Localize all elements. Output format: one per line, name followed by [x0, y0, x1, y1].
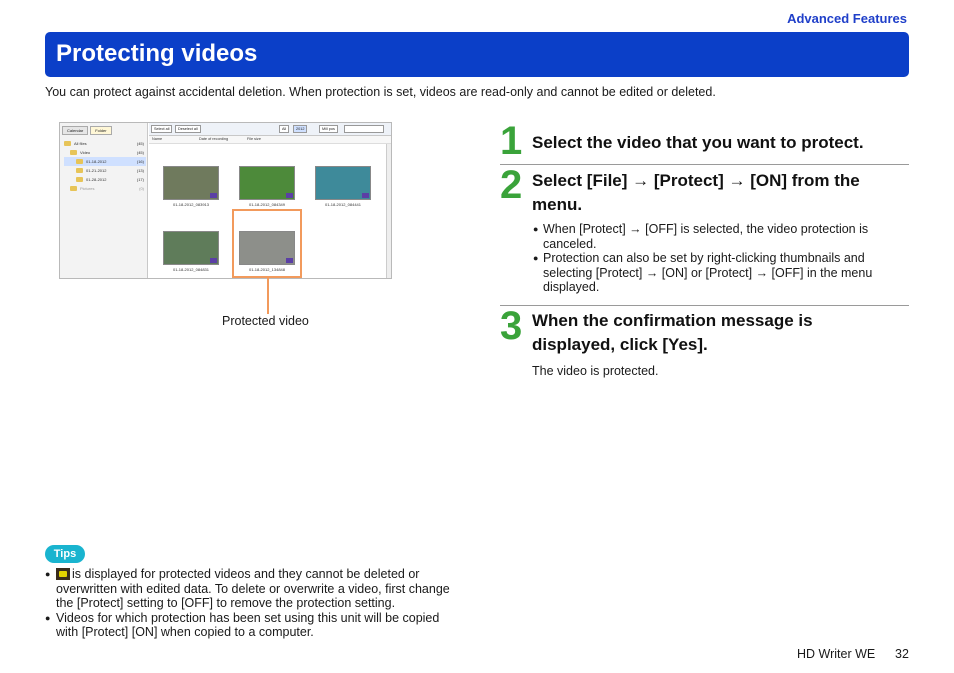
thumbnail-caption: 01-18-2012_084441	[324, 202, 362, 207]
toolbar	[149, 123, 392, 136]
step-title: Select the video that you want to protect.	[532, 133, 864, 152]
folder-icon	[76, 168, 83, 173]
video-thumbnail[interactable]	[163, 166, 219, 200]
callout-caption: Protected video	[222, 314, 309, 328]
list-item: ● When [Protect] → [OFF] is selected, the video protection is canceled.	[533, 222, 893, 251]
step-number: 2	[500, 163, 523, 207]
scrollbar[interactable]	[386, 144, 391, 279]
video-thumbnail[interactable]	[239, 166, 295, 200]
divider	[500, 164, 909, 165]
step-bullets	[533, 222, 893, 295]
step-title	[532, 309, 813, 357]
tree-item-label: 01-21-2012	[86, 168, 107, 173]
step-note: The video is protected.	[532, 364, 659, 378]
tree-item-count: (16)	[136, 159, 144, 164]
step-title-line: Select [File] → [Protect] → [ON] from the	[532, 171, 860, 190]
folder-icon	[70, 150, 77, 155]
tab-folder[interactable]: Folder	[90, 126, 111, 135]
step-title-line: When the confirmation message is	[532, 311, 813, 330]
tree-item-label: 01-28-2012	[86, 177, 107, 182]
tree-item-pictures[interactable]	[64, 184, 146, 193]
software-screenshot	[59, 122, 392, 279]
folder-icon	[70, 186, 77, 191]
step-title	[532, 169, 860, 217]
tips-list	[45, 567, 465, 640]
step-number: 1	[500, 119, 523, 163]
list-item: ● Videos for which protection has been set using this unit will be copied with [Protect] [ON] when copied to a computer.	[45, 611, 465, 640]
filter-all-button[interactable]: All	[279, 125, 289, 133]
folder-tree	[64, 139, 146, 193]
date-select[interactable]: 2012	[293, 125, 307, 133]
step-title-line: displayed, click [Yes].	[532, 335, 708, 354]
page-title: Protecting videos	[56, 40, 258, 67]
thumbnail-caption: 01-18-2012_134848	[248, 267, 286, 272]
tree-item-count: (45)	[136, 141, 144, 146]
step-number: 3	[500, 304, 523, 348]
zoom-slider[interactable]	[344, 125, 384, 133]
column-size[interactable]: File size	[247, 137, 261, 141]
tree-item-label: Video	[80, 150, 91, 155]
tree-item-count: (0)	[139, 186, 144, 191]
section-tag: Advanced Features	[787, 11, 907, 26]
tree-item-date-3[interactable]	[64, 175, 146, 184]
video-thumbnail[interactable]	[163, 231, 219, 265]
folder-icon	[76, 177, 83, 182]
tip-text: is displayed for protected videos and they cannot be deleted or overwritten with edited data. To delete or overwrite a video, first change the [Protect] setting to [OFF] to remove the protection setting.	[56, 567, 450, 610]
video-thumbnail[interactable]	[315, 166, 371, 200]
protect-icon	[56, 568, 70, 580]
column-date[interactable]: Date of recording	[199, 137, 229, 141]
column-header	[149, 136, 392, 144]
size-select[interactable]: Mill pos	[319, 125, 338, 133]
tree-item-label: Pictures	[80, 186, 95, 191]
callout-line	[267, 278, 269, 314]
hd-badge-icon	[362, 193, 369, 198]
intro-text: You can protect against accidental deletion. When protection is set, videos are read-only and cannot be edited or deleted.	[45, 85, 716, 99]
tips-badge: Tips	[45, 545, 85, 563]
tab-calendar[interactable]: Calendar	[62, 126, 88, 135]
folder-icon	[64, 141, 71, 146]
list-item: ● Protection can also be set by right-clicking thumbnails and selecting [Protect] → [ON] or [Protect] → [OFF] in the menu displayed.	[533, 251, 893, 295]
hd-badge-icon	[210, 193, 217, 198]
tree-item-count: (45)	[136, 150, 144, 155]
tree-item-all-files[interactable]	[64, 139, 146, 148]
divider	[500, 305, 909, 306]
deselect-all-button[interactable]: Deselect all	[175, 125, 201, 133]
column-name[interactable]: Name	[152, 137, 163, 141]
tree-item-count: (13)	[136, 168, 144, 173]
hd-badge-icon	[286, 193, 293, 198]
folder-icon	[76, 159, 83, 164]
title-bar	[45, 32, 909, 77]
tree-item-date-1[interactable]	[64, 157, 146, 166]
thumbnail-caption: 01-18-2012_084349	[248, 202, 286, 207]
page-number: 32	[895, 647, 909, 661]
footer-product: HD Writer WE	[797, 647, 876, 661]
tree-item-label: All files	[74, 141, 87, 146]
tree-item-count: (17)	[136, 177, 144, 182]
select-all-button[interactable]: Select all	[151, 125, 172, 133]
thumbnail-caption: 01-18-2012_084831	[172, 267, 210, 272]
highlight-box	[232, 209, 302, 278]
thumbnail-caption: 01-18-2012_083913	[172, 202, 210, 207]
tree-item-video[interactable]	[64, 148, 146, 157]
list-item	[45, 567, 465, 611]
tree-item-date-2[interactable]	[64, 166, 146, 175]
step-title-line: menu.	[532, 195, 583, 214]
hd-badge-icon	[210, 258, 217, 263]
sidebar-panel	[60, 123, 148, 279]
tree-item-label: 01-18-2012	[86, 159, 107, 164]
